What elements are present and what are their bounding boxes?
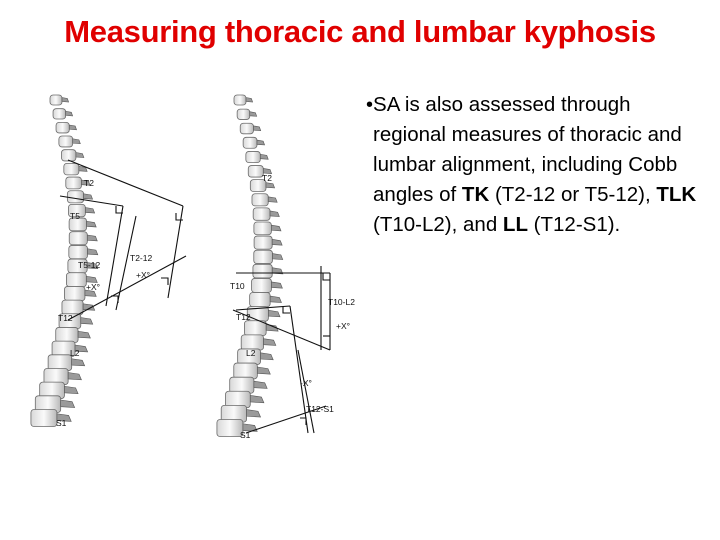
right-label-s1: S1 [240, 430, 251, 440]
left-spine-vertebra [69, 232, 87, 245]
right-spine-vertebra [230, 377, 254, 393]
left-spine-spinous-process [66, 111, 73, 116]
right-spine-spinous-process [253, 126, 260, 131]
right-spine [217, 95, 283, 437]
right-spine-spinous-process [268, 197, 277, 202]
bullet-text-segment: (T12-S1). [527, 213, 621, 236]
bullet-bold-term: LL [502, 213, 528, 236]
right-label-x-angle-neg: -X° [300, 378, 312, 388]
bullet-text [373, 90, 706, 240]
right-label-l2: L2 [246, 348, 256, 358]
left-spine-spinous-process [73, 139, 81, 144]
right-spine-vertebra [253, 264, 272, 278]
left-label-x-angle-1: +X° [86, 282, 101, 292]
spine-figure-svg [8, 88, 360, 460]
right-spine-vertebra [237, 109, 250, 119]
right-spine-spinous-process [268, 310, 280, 317]
right-spine-spinous-process [257, 367, 270, 374]
bullet-bold-term: TLK [656, 183, 697, 206]
left-spine-spinous-process [72, 359, 85, 366]
right-spine-spinous-process [266, 183, 275, 188]
right-spine-spinous-process [271, 282, 282, 288]
left-spine-vertebra [69, 245, 88, 258]
right-label-t10-l2: T10-L2 [328, 297, 355, 307]
left-spine-vertebra [66, 273, 86, 287]
right-spine-spinous-process [250, 395, 264, 402]
left-spine-spinous-process [64, 386, 78, 393]
right-label-t12-s1: T12-S1 [306, 404, 334, 414]
right-spine-vertebra [254, 250, 273, 263]
left-spine-spinous-process [69, 125, 76, 130]
left-spine-vertebra [31, 410, 57, 427]
left-spine-spinous-process [76, 153, 84, 158]
left-spine-vertebra [67, 191, 83, 203]
left-spine-spinous-process [61, 400, 75, 408]
bullet-text-segment: (T2-12 or T5-12), [489, 183, 657, 206]
bullet-bold-term: TK [461, 183, 490, 206]
left-spine-vertebra [59, 136, 73, 147]
right-label-t10: T10 [230, 281, 245, 291]
right-spine-spinous-process [250, 112, 257, 117]
left-spine-vertebra [66, 177, 82, 189]
left-label-t5-12: T5-12 [78, 260, 101, 270]
left-spine-vertebra [64, 163, 79, 175]
right-spine-vertebra [252, 194, 268, 206]
right-spine-spinous-process [272, 254, 282, 260]
right-spine-spinous-process [260, 154, 268, 159]
right-spine-vertebra [250, 293, 271, 307]
right-spine-spinous-process [254, 381, 267, 388]
right-spine-spinous-process [257, 140, 265, 145]
slide-title: Measuring thoracic and lumbar kyphosis [64, 14, 656, 49]
left-spine-spinous-process [81, 318, 93, 325]
spine-illustration [8, 88, 360, 460]
left-spine-spinous-process [68, 373, 81, 380]
left-label-t2: T2 [84, 178, 94, 188]
bullet-text-segment: (T10-L2), and [373, 213, 503, 236]
right-spine-vertebra [234, 95, 246, 105]
right-spine-vertebra [252, 278, 272, 292]
left-label-l2: L2 [70, 348, 80, 358]
right-spine-vertebra [234, 363, 258, 379]
right-spine-spinous-process [272, 239, 282, 245]
right-spine-vertebra [244, 321, 266, 336]
left-spine-vertebra [56, 327, 78, 342]
left-label-x-angle-2: +X° [136, 270, 151, 280]
left-label-s1: S1 [56, 418, 67, 428]
right-spine-spinous-process [246, 98, 253, 103]
left-spine-vertebra [64, 286, 85, 300]
bullet-item [366, 90, 706, 240]
left-label-t2-12: T2-12 [130, 253, 153, 263]
left-spine-vertebra [50, 95, 62, 105]
right-spine-spinous-process [271, 225, 281, 231]
right-spine-vertebra [246, 151, 260, 162]
right-spine-spinous-process [270, 211, 279, 217]
left-label-t12: T12 [58, 313, 73, 323]
right-spine-vertebra [243, 137, 257, 148]
right-spine-vertebra [240, 123, 253, 134]
right-spine-spinous-process [264, 339, 276, 346]
left-spine-spinous-process [84, 194, 93, 199]
left-spine-vertebra [53, 109, 66, 119]
right-spine-vertebra [253, 208, 270, 220]
left-spine-spinous-process [78, 331, 90, 338]
right-label-t2: T2 [262, 173, 272, 183]
left-spine-vertebra [56, 122, 69, 133]
left-spine-spinous-process [87, 235, 97, 241]
bullet-marker: • [366, 94, 374, 116]
left-spine-vertebra [62, 150, 76, 161]
right-label-x-angle-pos: +X° [336, 321, 351, 331]
left-spine-spinous-process [62, 98, 69, 103]
right-spine-vertebra [254, 236, 272, 249]
left-spine-spinous-process [85, 208, 94, 214]
right-spine-vertebra [254, 222, 271, 235]
left-spine-spinous-process [88, 249, 98, 255]
bullet-text-segment: SA is also assessed through regional measures of thoracic and lumbar alignment, including Cobb angles of [373, 93, 682, 206]
right-spine-spinous-process [270, 296, 281, 302]
right-spine-spinous-process [247, 410, 261, 418]
left-spine-spinous-process [87, 221, 97, 227]
right-label-t12: T12 [236, 312, 251, 322]
bullet-list [366, 90, 706, 240]
left-label-t5: T5 [70, 211, 80, 221]
right-spine-spinous-process [261, 353, 274, 360]
